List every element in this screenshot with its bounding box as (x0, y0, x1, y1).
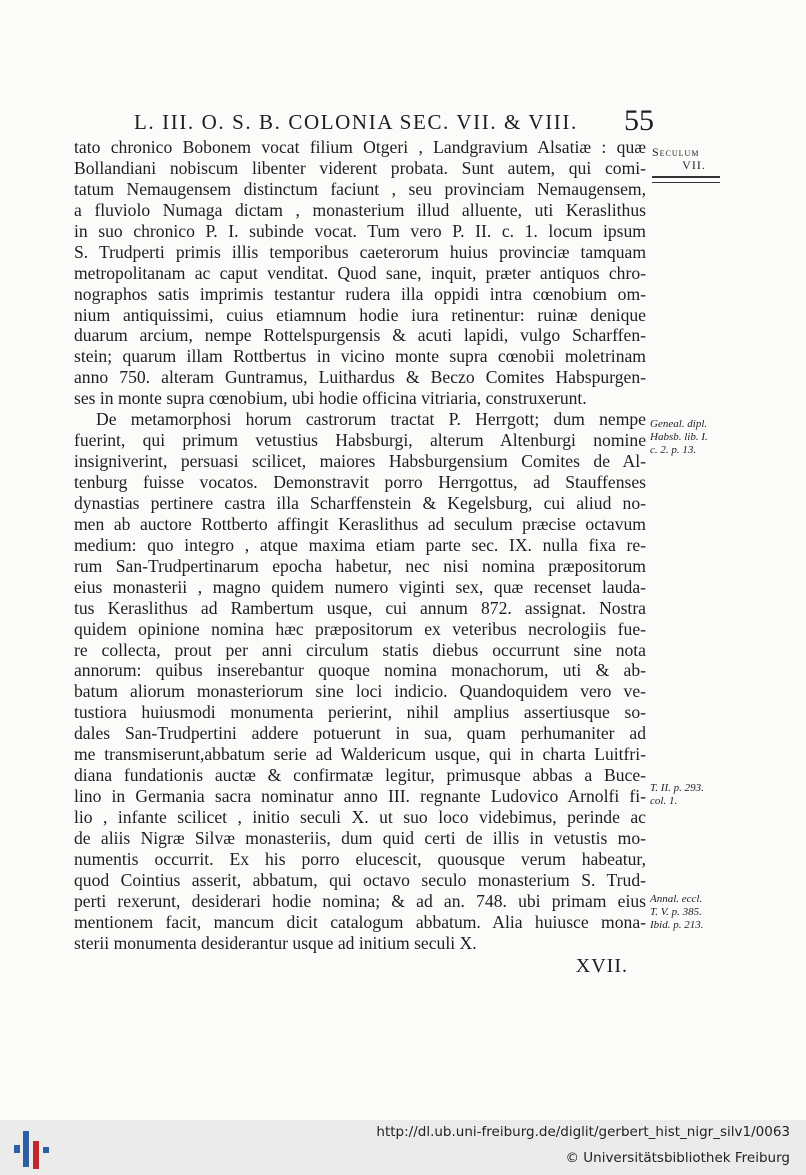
text-line: De metamorphosi horum castrorum tractat P. Herrgott; dum nempe (96, 409, 646, 430)
text-line: medium: quo integro , atque maxima etiam parte sec. IX. nulla fixa re- (74, 534, 646, 555)
text-line: duarum arcium, nempe Rottelspurgensis & acuti lapidi, vulgo Scharffen- (74, 325, 646, 346)
text-line: diana fundationis auctæ & confirmatæ legitur, primusque abbas a Buce- (74, 765, 646, 786)
text-line: tatum Nemaugensem distinctum faciunt , seu provinciam Nemaugensem, (74, 178, 646, 199)
text-line: nographos satis imprimis testantur rudera illa oppidi intra cœnobium om- (74, 283, 646, 304)
text-line: perti rexerunt, desiderari hodie nomina; & ad an. 748. ubi primam eius (74, 890, 646, 911)
text-line: stein; quarum illam Rottbertus in vicino monte supra cœnobii moletrinam (74, 346, 646, 367)
margin-note-line: c. 2. p. 13. (650, 444, 697, 456)
text-line: lino in Germania sacra nominatur anno III. regnante Ludovico Arnolfi fi- (74, 786, 646, 807)
text-line: men ab auctore Rottberto affingit Keraslithus ad seculum præcise octavum (74, 513, 646, 534)
text-line: metropolitanam ac caput venditat. Quod sane, inquit, præter antiquos chro- (74, 262, 646, 283)
text-line: fuerint, qui primum vetustius Habsburgi, alterum Altenburgi nomine (74, 430, 646, 451)
text-line: dales San-Trudpertini addere potuerunt in sua, quam perhumaniter ad (74, 723, 646, 744)
margin-note-line: Geneal. dipl. (650, 418, 708, 430)
margin-note-line: col. 1. (650, 795, 678, 807)
text-line: tato chronico Bobonem vocat filium Otgeri , Landgravium Alsatiæ : quæ (74, 137, 646, 157)
text-line: sterii monumenta desiderantur usque ad initium seculi X. (74, 932, 477, 953)
margin-note-line: Annal. eccl. (650, 893, 703, 905)
text-line: rum San-Trudpertinarum epocha habetur, nec nisi nomina præpositorum (74, 555, 646, 576)
text-line: batum aliorum monasteriorum sine loci indicio. Quandoquidem vero ve- (74, 681, 646, 702)
text-line: nium antiquissimi, cuius etiamnum hodie iura retinentur: ruinæ denique (74, 304, 646, 325)
text-line: tenburg fuisse vocatos. Demonstravit porro Herrgottus, ad Stauffenses (74, 472, 646, 492)
text-line: re collecta, prout per anni circulum statis diebus occurrunt sine nota (74, 639, 646, 660)
margin-note-tii (650, 782, 704, 808)
text-line: lio , infante scilicet , initio seculi X. ut suo loco videbimus, perinde ac (74, 807, 646, 827)
text-line: S. Trudperti primis illis temporibus caeterorum huius provinciæ tamquam (74, 241, 646, 262)
running-title: L. III. O. S. B. COLONIA SEC. VII. & VIII. (134, 110, 578, 134)
margin-note-line: T. II. p. 293. (650, 782, 704, 794)
margin-note-seculum (652, 146, 720, 183)
text-line: mentionem facit, mancum dicit catalogum abbatum. Alia huiusce mona- (74, 911, 646, 932)
text-line: Bollandiani nobiscum libenter viderent probata. Sunt autem, qui comi- (74, 157, 646, 178)
text-line: ses in monte supra cœnobium, ubi hodie officina vitriaria, construxerunt. (74, 388, 587, 409)
text-line: numentis occurrit. Ex his porro elucescit, quousque verum habeatur, (74, 848, 646, 869)
text-line: in suo chronico P. I. subinde vocat. Tum vero P. II. c. 1. locum ipsum (74, 220, 646, 241)
text-line: quod Cointius asserit, abbatum, qui octavo seculo monasterium S. Trud- (74, 869, 646, 890)
text-line: annorum: quibus inserebantur quoque nomina monachorum, uti & ab- (74, 660, 646, 681)
margin-note-annal (650, 893, 703, 932)
text-line: quidem opinione nomina hæc præpositorum ex veteribus necrologiis fue- (74, 618, 646, 639)
margin-note-line: T. V. p. 385. (650, 906, 702, 918)
text-line: tus Keraslithus ad Rambertum usque, cui annum 872. assignat. Nostra (74, 597, 646, 618)
margin-note-line: Ibid. p. 213. (650, 919, 704, 931)
text-line: de aliis Nigræ Silvæ monasteriis, dum quid certi de illis in vetustis mo- (74, 827, 646, 848)
margin-note-line: Seculum (652, 145, 700, 159)
text-line: eius monasterii , magno quidem numero viginti sex, quæ recenset lauda- (74, 576, 646, 597)
ornamental-rule (652, 176, 720, 183)
main-text-block (74, 137, 646, 954)
footer-bar (0, 1120, 806, 1175)
margin-note-line: Habsb. lib. I. (650, 431, 708, 443)
margin-note-geneal (650, 418, 708, 457)
text-line: insigniverint, persuasi scilicet, maiores Habsburgensium Comites de Al- (74, 451, 646, 472)
text-line: me transmiserunt,abbatum serie ad Waldericum usque, qui in charta Luitfri- (74, 744, 646, 765)
permalink-url[interactable]: http://dl.ub.uni-freiburg.de/diglit/gerbert_hist_nigr_silv1/0063 (376, 1124, 790, 1140)
text-line: dynastias pertinere castra illa Scharffenstein & Kegelsburg, cui aliud no- (74, 492, 646, 513)
catchword: XVII. (575, 955, 628, 977)
text-line: a fluviolo Numaga dictam , monasterium illud alluente, uti Keraslithus (74, 199, 646, 220)
margin-note-line: VII. (682, 158, 706, 172)
text-line: tustiora huiusmodi monumenta perierint, nihil amplius assertiusque so- (74, 702, 646, 723)
text-line: anno 750. alteram Guntramus, Luithardus & Beczo Comites Habspurgen- (74, 367, 646, 388)
library-logo-icon (12, 1128, 52, 1170)
copyright-notice: © Universitätsbibliothek Freiburg (565, 1150, 790, 1166)
page-number: 55 (624, 104, 654, 137)
